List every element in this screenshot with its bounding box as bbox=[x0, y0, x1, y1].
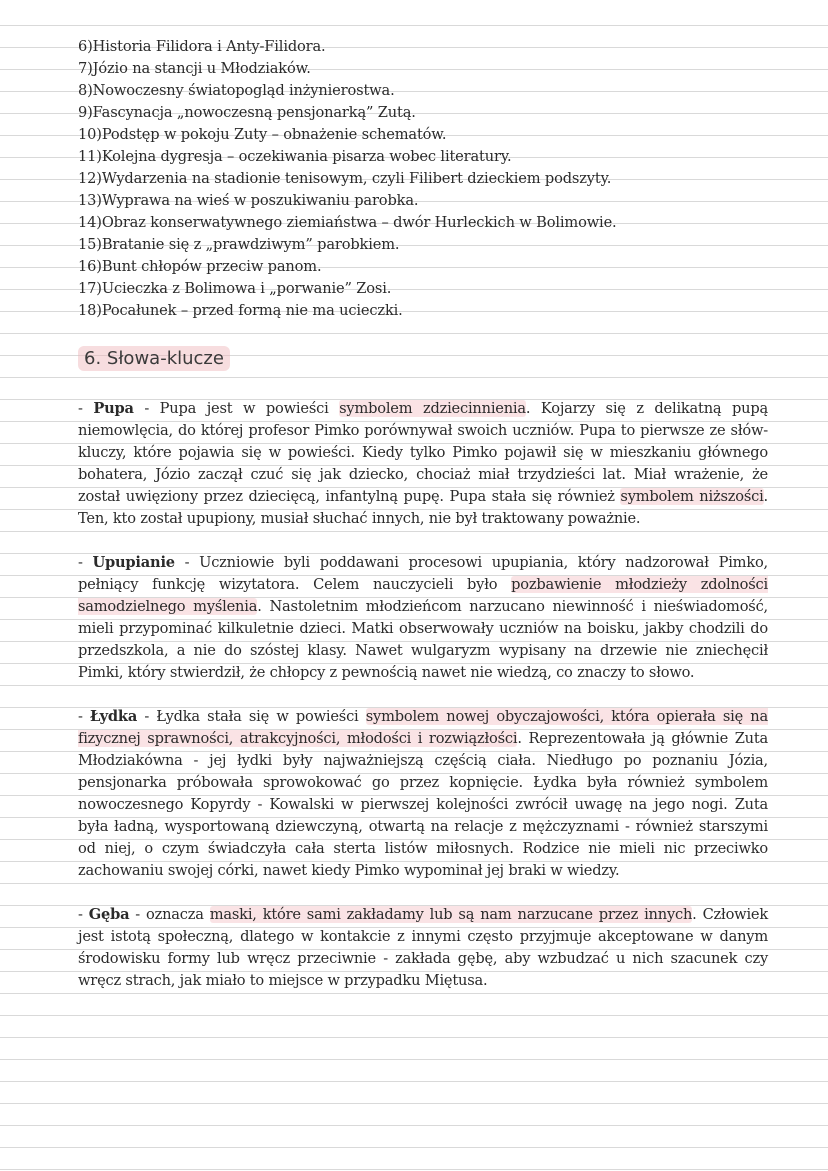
plot-outline-list bbox=[78, 36, 768, 322]
section-title: 6. Słowa-klucze bbox=[78, 346, 230, 371]
list-item: 13)Wyprawa na wieś w poszukiwaniu parobka. bbox=[78, 192, 419, 209]
keyword-term: Gęba bbox=[88, 906, 130, 923]
definition-text: - oznacza bbox=[129, 906, 210, 923]
list-item: 11)Kolejna dygresja – oczekiwania pisarza wobec literatury. bbox=[78, 148, 512, 165]
definition-text: - Uczniowie byli poddawani procesowi upupiania, który nadzorował Pimko, pełniący funkcję wizytatora. Celem nauczycieli było bbox=[78, 554, 768, 593]
keyword-term: Upupianie bbox=[92, 554, 175, 571]
definition-text: - Łydka stała się w powieści bbox=[137, 708, 366, 725]
section-heading bbox=[78, 342, 768, 376]
definition-text: - Pupa jest w powieści bbox=[133, 400, 340, 417]
list-item: 14)Obraz konserwatywnego ziemiaństwa – dwór Hurleckich w Bolimowie. bbox=[78, 214, 617, 231]
list-item: 9)Fascynacja „nowoczesną pensjonarką” Zutą. bbox=[78, 104, 416, 121]
list-item: 12)Wydarzenia na stadionie tenisowym, czyli Filibert dzieckiem podszyty. bbox=[78, 170, 612, 187]
highlighted-phrase: symbolem nowej obyczajowości, która opierała się na fizycznej sprawności, atrakcyjności, młodości i rozwiązłości bbox=[78, 708, 768, 747]
list-item: 7)Józio na stancji u Młodziaków. bbox=[78, 60, 311, 77]
keyword-paragraph-upupianie bbox=[78, 552, 768, 684]
list-item: 16)Bunt chłopów przeciw panom. bbox=[78, 258, 322, 275]
definition-text: . Ten, kto został upupiony, musiał słuchać innych, nie był traktowany poważnie. bbox=[78, 488, 768, 527]
dash: - bbox=[78, 554, 93, 571]
dash: - bbox=[78, 400, 94, 417]
highlighted-phrase: symbolem zdziecinnienia bbox=[339, 400, 526, 417]
definition-text: . Człowiek jest istotą społeczną, dlatego w kontakcie z innymi często przyjmuje akceptowane w danym środowisku formy lub wręcz przeciwnie - zakłada gębę, aby wzbudzać u nich szacunek czy wręcz strach, jak miało to miejsce w przypadku Miętusa. bbox=[78, 906, 769, 989]
dash: - bbox=[78, 708, 90, 725]
list-item: 8)Nowoczesny światopogląd inżynierostwa. bbox=[78, 82, 395, 99]
dash: - bbox=[78, 906, 89, 923]
highlighted-phrase: maski, które sami zakładamy lub są nam narzucane przez innych bbox=[209, 906, 693, 923]
keyword-term: Łydka bbox=[89, 708, 138, 725]
highlighted-phrase: symbolem niższości bbox=[620, 488, 764, 505]
list-item: 17)Ucieczka z Bolimowa i „porwanie” Zosi. bbox=[78, 280, 392, 297]
keyword-paragraph-geba bbox=[78, 904, 768, 992]
keyword-paragraph-lydka bbox=[78, 706, 768, 882]
document-page bbox=[78, 36, 768, 1007]
highlighted-phrase: pozbawienie młodzieży zdolności samodzielnego myślenia bbox=[78, 576, 768, 615]
keyword-term: Pupa bbox=[93, 400, 134, 417]
keyword-paragraph-pupa bbox=[78, 398, 768, 530]
list-item: 10)Podstęp w pokoju Zuty – obnażenie schematów. bbox=[78, 126, 447, 143]
definition-text: . Nastoletnim młodzieńcom narzucano niewinność i nieświadomość, mieli przypominać kilkuletnie dzieci. Matki obserwowały uczniów na boisku, jakby chodzili do przedszkola, a nie do szóstej klasy. Nawet wulgaryzm wypisany na drzewie nie zniechęcił Pimki, który stwierdził, że chłopcy z pewnością nawet nie wiedzą, co znaczy to słowo. bbox=[78, 598, 768, 681]
definition-text: . Kojarzy się z delikatną pupą niemowlęcia, do której profesor Pimko porównywał swoich uczniów. Pupa to pierwsze ze słów-kluczy, które pojawia się w powieści. Kiedy tylko Pimko pojawił się w mieszkaniu głównego bohatera, Józio zaczął czuć się jak dziecko, chociaż miał trzydzieści lat. Miał wrażenie, że został uwięziony przez dziecięcą, infantylną pupę. Pupa stała się również bbox=[78, 400, 768, 505]
definition-text: . Reprezentowała ją głównie Zuta Młodziakówna - jej łydki były najważniejszą częścią ciała. Niedługo po poznaniu Józia, pensjonarka próbowała sprowokować go przez kopnięcie. Łydka była również symbolem nowoczesnego Kopyrdy - Kowalski w pierwszej kolejności zwrócił uwagę na jego nogi. Zuta była ładną, wysportowaną dziewczyną, otwartą na relacje z mężczyznami - również starszymi od niej, o czym świadczyła cała sterta listów miłosnych. Rodzice nie mieli nic przeciwko zachowaniu swojej córki, nawet kiedy Pimko wypominał jej braki w wiedzy. bbox=[78, 730, 768, 879]
list-item: 18)Pocałunek – przed formą nie ma ucieczki. bbox=[78, 302, 403, 319]
list-item: 15)Bratanie się z „prawdziwym” parobkiem. bbox=[78, 236, 400, 253]
list-item: 6)Historia Filidora i Anty-Filidora. bbox=[78, 38, 326, 55]
